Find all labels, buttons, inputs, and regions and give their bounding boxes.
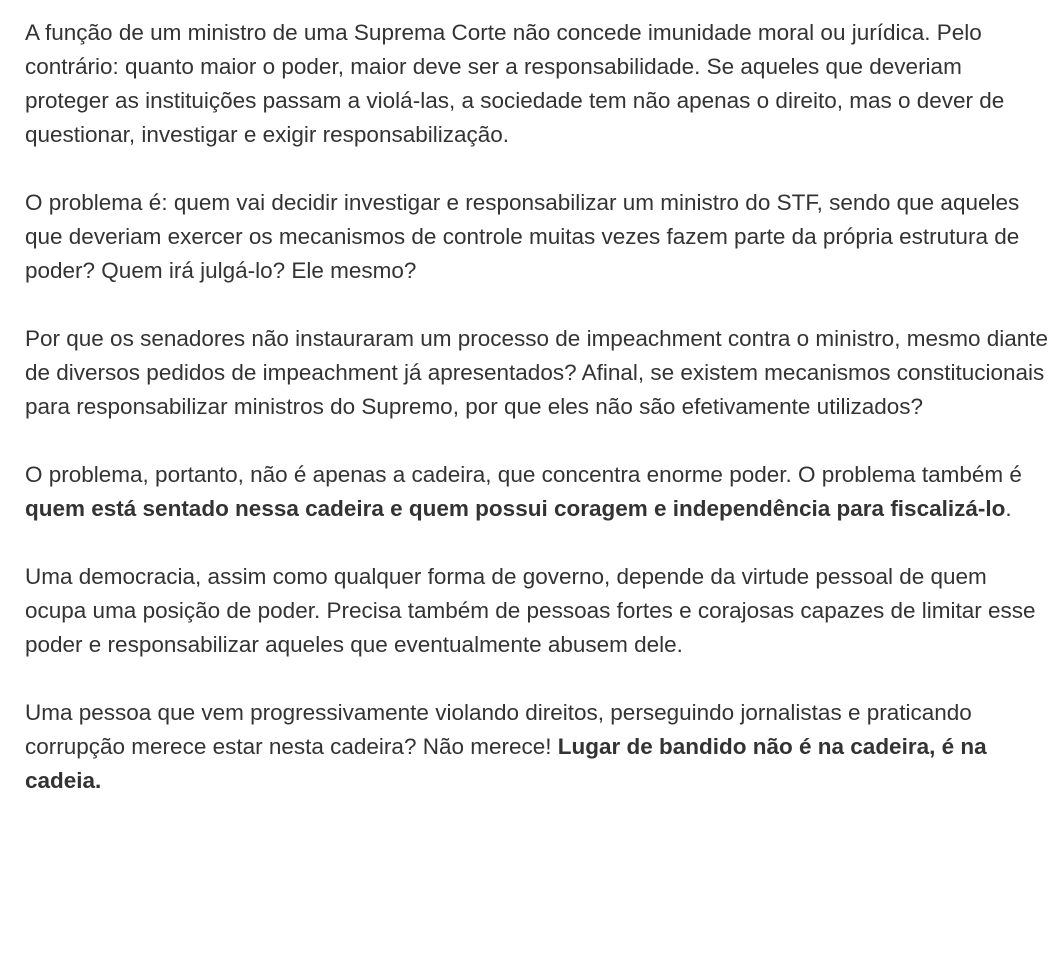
paragraph-4-bold: quem está sentado nessa cadeira e quem possui coragem e independência para fiscalizá-lo bbox=[25, 496, 1006, 521]
paragraph-2: O problema é: quem vai decidir investigar e responsabilizar um ministro do STF, sendo que aqueles que deveriam exercer os mecanismos de controle muitas vezes fazem parte da própria estrutura de poder? Quem irá julgá-lo? Ele mesmo? bbox=[25, 190, 1020, 283]
paragraph-6-text: Uma pessoa que vem progressivamente violando direitos, perseguindo jornalistas e praticando corrupção merece estar nesta cadeira? Não merece! bbox=[25, 700, 972, 759]
paragraph-6 bbox=[25, 696, 1050, 798]
paragraph-1: A função de um ministro de uma Suprema Corte não concede imunidade moral ou jurídica. Pelo contrário: quanto maior o poder, maior deve ser a responsabilidade. Se aqueles que deveriam proteger as instituições passam a violá-las, a sociedade tem não apenas o direito, mas o dever de questionar, investigar e exigir responsabilização. bbox=[25, 20, 1005, 147]
paragraph-6-bold: Lugar de bandido não é na cadeira, é na cadeia. bbox=[25, 734, 987, 793]
paragraph-4-text: O problema, portanto, não é apenas a cadeira, que concentra enorme poder. O problema também é bbox=[25, 462, 1022, 487]
paragraph-4-end: . bbox=[1005, 496, 1012, 521]
paragraph-4 bbox=[25, 458, 1050, 526]
paragraph-5: Uma democracia, assim como qualquer forma de governo, depende da virtude pessoal de quem ocupa uma posição de poder. Precisa também de pessoas fortes e corajosas capazes de limitar esse poder e responsabilizar aqueles que eventualmente abusem dele. bbox=[25, 564, 1036, 657]
paragraph-3: Por que os senadores não instauraram um processo de impeachment contra o ministro, mesmo diante de diversos pedidos de impeachment já apresentados? Afinal, se existem mecanismos constitucionais para responsabilizar ministros do Supremo, por que eles não são efetivamente utilizados? bbox=[25, 326, 1049, 419]
article-body bbox=[25, 16, 1050, 832]
